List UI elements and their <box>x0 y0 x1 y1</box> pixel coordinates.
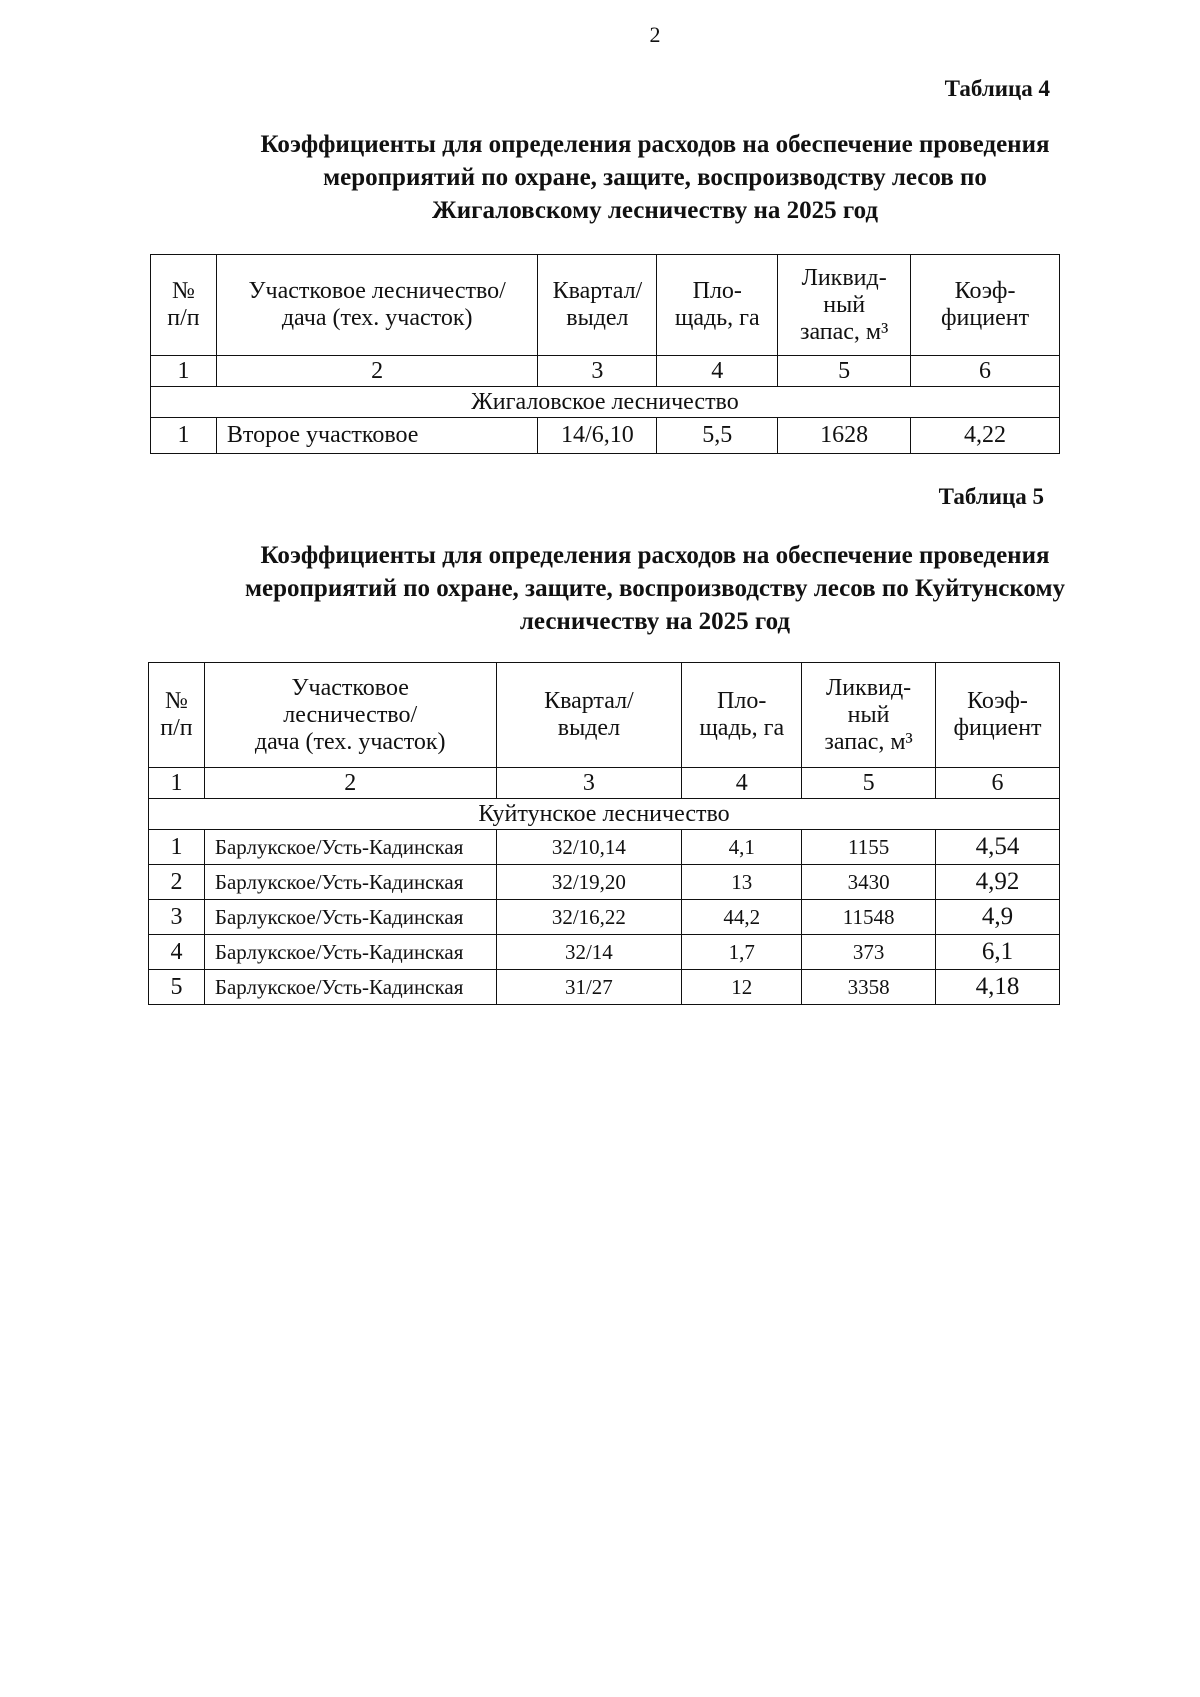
column-number: 4 <box>682 768 802 799</box>
cell-num: 2 <box>149 865 205 900</box>
cell-area: 4,1 <box>682 830 802 865</box>
table-5-column-numbers <box>149 768 1060 799</box>
header-cell-area: Пло- щадь, га <box>682 663 802 768</box>
cell-forestry: Барлукское/Усть-Кадинская <box>204 830 496 865</box>
cell-forestry: Барлукское/Усть-Кадинская <box>204 935 496 970</box>
column-number: 1 <box>149 768 205 799</box>
cell-num: 1 <box>151 418 217 454</box>
table-5-title: Коэффициенты для определения расходов на обеспечение проведения мероприятий по охране, защите, воспроизводству лесов по Куйтунскому лесничеству на 2025 год <box>245 542 1065 635</box>
cell-stock: 1155 <box>802 830 936 865</box>
page-number: 2 <box>649 22 661 47</box>
cell-quarter: 32/19,20 <box>496 865 682 900</box>
table-row <box>149 935 1060 970</box>
header-cell-stock: Ликвид- ный запас, м³ <box>778 255 911 356</box>
cell-quarter: 32/16,22 <box>496 900 682 935</box>
cell-stock: 11548 <box>802 900 936 935</box>
header-cell-forestry: Участковое лесничество/ дача (тех. участок) <box>204 663 496 768</box>
table-4-title: Коэффициенты для определения расходов на обеспечение проведения мероприятий по охране, защите, воспроизводству лесов по Жигаловскому лесничеству на 2025 год <box>260 131 1050 224</box>
header-cell-quarter: Квартал/ выдел <box>496 663 682 768</box>
header-cell-coefficient: Коэф- фициент <box>936 663 1060 768</box>
cell-quarter: 32/14 <box>496 935 682 970</box>
cell-stock: 3430 <box>802 865 936 900</box>
table-row <box>149 830 1060 865</box>
column-number: 2 <box>204 768 496 799</box>
header-cell-quarter: Квартал/ выдел <box>538 255 657 356</box>
cell-stock: 1628 <box>778 418 911 454</box>
cell-num: 5 <box>149 970 205 1005</box>
column-number: 1 <box>151 356 217 387</box>
header-cell-num: № п/п <box>151 255 217 356</box>
header-cell-stock: Ликвид- ный запас, м³ <box>802 663 936 768</box>
cell-num: 1 <box>149 830 205 865</box>
cell-area: 12 <box>682 970 802 1005</box>
column-number: 2 <box>216 356 538 387</box>
table-4 <box>150 254 1060 454</box>
cell-coefficient: 4,92 <box>936 865 1060 900</box>
group-label: Куйтунское лесничество <box>149 799 1060 830</box>
cell-forestry: Второе участковое <box>216 418 538 454</box>
header-cell-forestry: Участковое лесничество/ дача (тех. участок) <box>216 255 538 356</box>
cell-stock: 373 <box>802 935 936 970</box>
table-5-header-row <box>149 663 1060 768</box>
column-number: 4 <box>657 356 778 387</box>
column-number: 3 <box>538 356 657 387</box>
column-number: 3 <box>496 768 682 799</box>
cell-num: 4 <box>149 935 205 970</box>
cell-area: 44,2 <box>682 900 802 935</box>
group-label: Жигаловское лесничество <box>151 387 1060 418</box>
cell-coefficient: 4,9 <box>936 900 1060 935</box>
header-cell-coefficient: Коэф- фициент <box>911 255 1060 356</box>
cell-area: 5,5 <box>657 418 778 454</box>
table-5-label: Таблица 5 <box>938 484 1044 509</box>
cell-forestry: Барлукское/Усть-Кадинская <box>204 865 496 900</box>
column-number: 5 <box>778 356 911 387</box>
cell-forestry: Барлукское/Усть-Кадинская <box>204 970 496 1005</box>
header-cell-num: № п/п <box>149 663 205 768</box>
cell-quarter: 14/6,10 <box>538 418 657 454</box>
cell-coefficient: 4,18 <box>936 970 1060 1005</box>
header-cell-area: Пло- щадь, га <box>657 255 778 356</box>
cell-coefficient: 6,1 <box>936 935 1060 970</box>
table-5-group-row <box>149 799 1060 830</box>
cell-stock: 3358 <box>802 970 936 1005</box>
column-number: 6 <box>911 356 1060 387</box>
cell-area: 1,7 <box>682 935 802 970</box>
cell-coefficient: 4,22 <box>911 418 1060 454</box>
table-row <box>149 865 1060 900</box>
table-4-group-row <box>151 387 1060 418</box>
table-5 <box>148 662 1060 1005</box>
cell-quarter: 32/10,14 <box>496 830 682 865</box>
column-number: 5 <box>802 768 936 799</box>
table-row <box>149 970 1060 1005</box>
column-number: 6 <box>936 768 1060 799</box>
table-4-header-row <box>151 255 1060 356</box>
table-row <box>151 418 1060 454</box>
table-4-column-numbers <box>151 356 1060 387</box>
table-4-label: Таблица 4 <box>944 76 1050 101</box>
cell-area: 13 <box>682 865 802 900</box>
table-row <box>149 900 1060 935</box>
cell-num: 3 <box>149 900 205 935</box>
cell-forestry: Барлукское/Усть-Кадинская <box>204 900 496 935</box>
cell-quarter: 31/27 <box>496 970 682 1005</box>
cell-coefficient: 4,54 <box>936 830 1060 865</box>
